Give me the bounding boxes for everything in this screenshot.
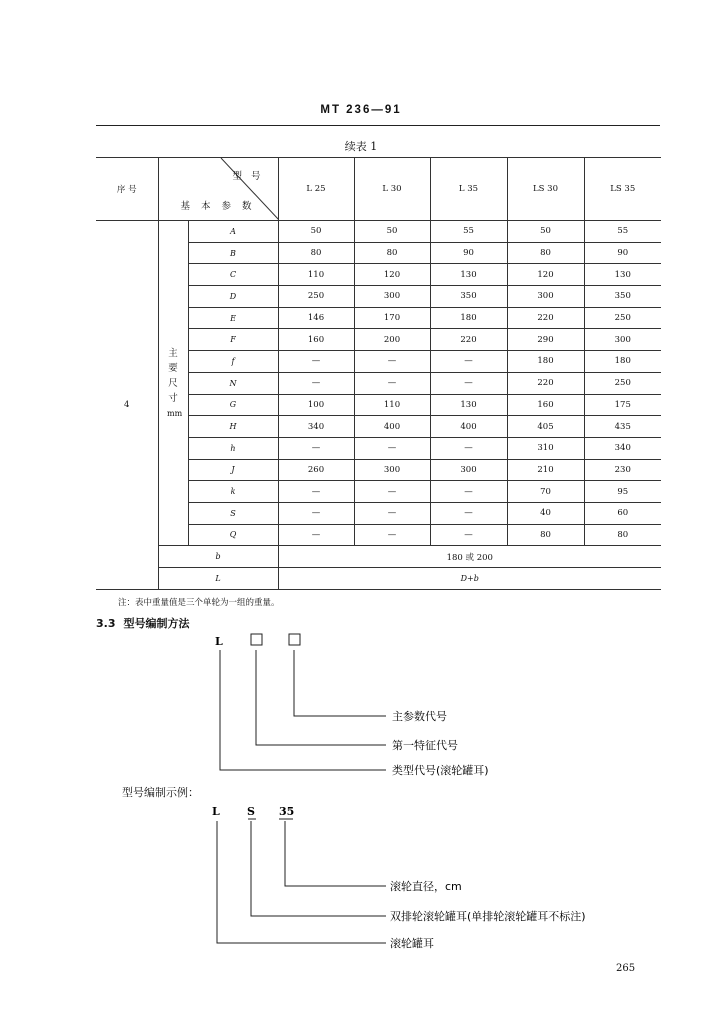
param-symbol: f	[188, 351, 278, 373]
cell-value: 290	[507, 329, 584, 351]
cell-value: 220	[430, 329, 507, 351]
leader-line	[251, 821, 386, 916]
table-note: 注：表中重量值是三个单轮为一组的重量。	[118, 598, 280, 608]
cell-value: 90	[430, 242, 507, 264]
cell-value: 80	[507, 524, 584, 546]
cell-value: 50	[354, 221, 430, 243]
table-title: 续表 1	[344, 140, 378, 153]
model-header: L 25	[278, 158, 354, 221]
leader-line	[294, 650, 386, 716]
model-header: L 30	[354, 158, 430, 221]
cell-value: 180	[430, 307, 507, 329]
cell-value: 110	[354, 394, 430, 416]
cell-value: 350	[430, 286, 507, 308]
param-symbol: k	[188, 481, 278, 503]
cell-value: —	[278, 524, 354, 546]
cell-value: 300	[354, 459, 430, 481]
cell-value: 400	[430, 416, 507, 438]
scheme-label: 第一特征代号	[392, 739, 458, 752]
scheme-label: 主参数代号	[392, 710, 447, 723]
cell-value: 170	[354, 307, 430, 329]
cell-value: 55	[584, 221, 661, 243]
cell-value: 50	[278, 221, 354, 243]
cell-value: 310	[507, 437, 584, 459]
cell-value: 160	[507, 394, 584, 416]
placeholder-box	[289, 634, 300, 645]
cell-value: 220	[507, 307, 584, 329]
cell-value: 80	[507, 242, 584, 264]
leader-line	[285, 821, 386, 886]
param-symbol: A	[188, 221, 278, 243]
cell-value: 220	[507, 372, 584, 394]
cell-value: 250	[278, 286, 354, 308]
cell-value: 340	[278, 416, 354, 438]
section-number: 3.3	[96, 617, 116, 630]
cell-value: —	[430, 524, 507, 546]
cell-value: 130	[430, 264, 507, 286]
cell-value: 180	[507, 351, 584, 373]
cell-value: —	[278, 437, 354, 459]
cell-value: —	[278, 481, 354, 503]
cell-value: 435	[584, 416, 661, 438]
example-code: S	[247, 805, 255, 818]
cell-value: 175	[584, 394, 661, 416]
cell-value: 90	[584, 242, 661, 264]
cell-value: —	[354, 502, 430, 524]
cell-value: 70	[507, 481, 584, 503]
cell-value: 80	[354, 242, 430, 264]
param-symbol: E	[188, 307, 278, 329]
param-symbol: H	[188, 416, 278, 438]
leader-line	[256, 650, 386, 745]
cell-value: —	[354, 351, 430, 373]
param-symbol: Q	[188, 524, 278, 546]
cell-value: 400	[354, 416, 430, 438]
cell-value: —	[430, 481, 507, 503]
section-title: 型号编制方法	[123, 617, 190, 630]
cell-value: 300	[584, 329, 661, 351]
page-number: 265	[616, 963, 636, 974]
example-label: 滚轮直径，cm	[390, 880, 462, 893]
cell-value: —	[430, 351, 507, 373]
example-label: 双排轮滚轮罐耳(单排轮滚轮罐耳不标注)	[390, 910, 586, 923]
param-symbol: b	[158, 546, 278, 568]
cell-value: —	[278, 372, 354, 394]
seq-header-text: 序 号	[116, 185, 137, 195]
cell-value: 300	[354, 286, 430, 308]
cell-value: 146	[278, 307, 354, 329]
scheme-label: 类型代号(滚轮罐耳)	[392, 764, 489, 777]
cell-value: —	[430, 372, 507, 394]
seq-number: 4	[96, 221, 158, 590]
model-header: LS 35	[584, 158, 661, 221]
cell-value: 95	[584, 481, 661, 503]
cell-value: 60	[584, 502, 661, 524]
leader-line	[217, 821, 386, 943]
model-label: 型 号	[232, 171, 264, 182]
placeholder-box	[251, 634, 262, 645]
model-header: LS 30	[507, 158, 584, 221]
cell-value: —	[278, 351, 354, 373]
cell-value: 55	[430, 221, 507, 243]
cell-value: 80	[584, 524, 661, 546]
cell-value: 180	[584, 351, 661, 373]
cell-value: 350	[584, 286, 661, 308]
example-label: 滚轮罐耳	[390, 937, 434, 950]
cell-value: 260	[278, 459, 354, 481]
cell-value: —	[354, 437, 430, 459]
param-symbol: B	[188, 242, 278, 264]
cell-value: 405	[507, 416, 584, 438]
param-symbol: G	[188, 394, 278, 416]
cell-value: 110	[278, 264, 354, 286]
leader-line	[220, 650, 386, 770]
cell-value: 80	[278, 242, 354, 264]
cell-value: 340	[584, 437, 661, 459]
param-symbol: S	[188, 502, 278, 524]
param-symbol: h	[188, 437, 278, 459]
cell-value: —	[278, 502, 354, 524]
cell-value: 300	[507, 286, 584, 308]
cell-value: —	[354, 524, 430, 546]
cell-value: —	[430, 502, 507, 524]
cell-value: 230	[584, 459, 661, 481]
cell-value: —	[354, 481, 430, 503]
cell-value: 200	[354, 329, 430, 351]
group-label-text: 主 要 尺 寸 mm	[167, 347, 183, 418]
param-symbol: C	[188, 264, 278, 286]
cell-value: 250	[584, 307, 661, 329]
cell-value: 300	[430, 459, 507, 481]
example-code: L	[212, 805, 220, 818]
merged-value: D+b	[278, 568, 661, 590]
cell-value: 40	[507, 502, 584, 524]
basic-param-label: 基 本 参 数	[180, 201, 256, 212]
cell-value: 210	[507, 459, 584, 481]
cell-value: 130	[584, 264, 661, 286]
cell-value: —	[354, 372, 430, 394]
cell-value: 250	[584, 372, 661, 394]
param-symbol: N	[188, 372, 278, 394]
standard-header: MT 236—91	[320, 104, 402, 116]
cell-value: 160	[278, 329, 354, 351]
param-symbol: D	[188, 286, 278, 308]
example-title: 型号编制示例：	[122, 786, 199, 799]
model-header: L 35	[430, 158, 507, 221]
cell-value: 50	[507, 221, 584, 243]
param-symbol: F	[188, 329, 278, 351]
scheme-code-letter: L	[215, 635, 223, 648]
cell-value: 120	[354, 264, 430, 286]
merged-value: 180 或 200	[278, 546, 661, 568]
example-code: 35	[279, 805, 295, 818]
param-symbol: L	[158, 568, 278, 590]
cell-value: 100	[278, 394, 354, 416]
cell-value: 130	[430, 394, 507, 416]
cell-value: —	[430, 437, 507, 459]
param-symbol: J	[188, 459, 278, 481]
cell-value: 120	[507, 264, 584, 286]
